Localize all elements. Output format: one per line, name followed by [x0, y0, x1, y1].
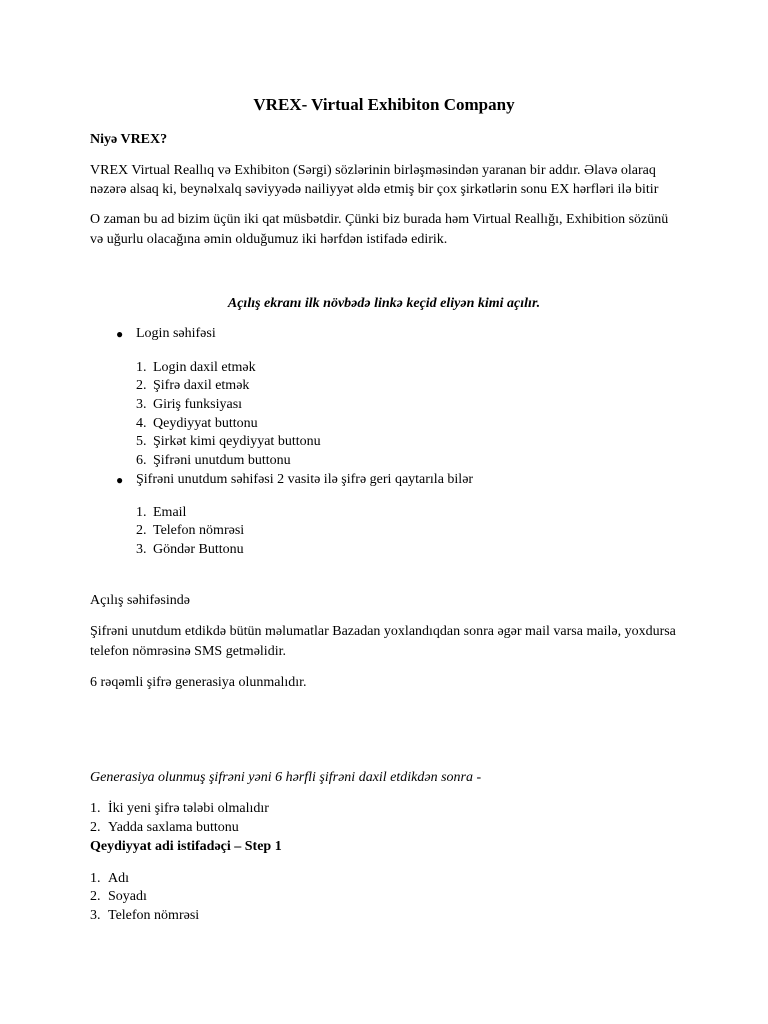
list-number: 1. — [90, 801, 101, 816]
list-item: Şirkət kimi qeydiyyat buttonu — [153, 434, 321, 449]
list-item: Telefon nömrəsi — [153, 523, 245, 538]
list-item: Şifrə daxil etmək — [153, 378, 250, 393]
list-item: Email — [153, 505, 187, 520]
list-item: Giriş funksiyası — [153, 397, 243, 412]
bullet-login-page: Login səhifəsi — [136, 326, 216, 341]
bullet-forgot-password-page: Şifrəni unutdum səhifəsi 2 vasitə ilə şifrə geri qaytarıla bilər — [136, 472, 474, 487]
list-number: 1. — [136, 505, 147, 520]
list-number: 2. — [136, 378, 147, 393]
list-number: 2. — [90, 820, 101, 835]
why-heading: Niyə VREX? — [90, 132, 168, 147]
list-item: Telefon nömrəsi — [108, 908, 200, 923]
list-item: Göndər Buttonu — [153, 542, 244, 557]
bullet-marker: ● — [116, 327, 124, 341]
para1-line2: nəzərə alsaq ki, beynəlxalq səviyyədə nailiyyət əldə etmiş bir çox şirkətlərin sonu EX hərfləri ilə bitir — [90, 182, 659, 197]
list-number: 3. — [136, 397, 147, 412]
list-item: Login daxil etmək — [153, 360, 256, 375]
para2-line2: və uğurlu olacağına əmin olduğumuz iki hərfdən istifadə edirik. — [90, 232, 448, 247]
document-title: VREX- Virtual Exhibiton Company — [253, 95, 515, 114]
para1-line1: VREX Virtual Reallıq və Exhibiton (Sərgi) sözlərinin birləşməsindən yaranan bir addır. Əlavə olaraq — [90, 163, 656, 178]
generated-note: Generasiya olunmuş şifrəni yəni 6 hərfli şifrəni daxil etdikdən sonra - — [90, 770, 482, 785]
para2-line1: O zaman bu ad bizim üçün iki qat müsbətdir. Çünki biz burada həm Virtual Reallığı, Exhibition sözünü — [90, 212, 669, 227]
para4: 6 rəqəmli şifrə generasiya olunmalıdır. — [90, 675, 307, 690]
list-number: 5. — [136, 434, 147, 449]
list-number: 1. — [136, 360, 147, 375]
list-number: 1. — [90, 871, 101, 886]
bullet-marker: ● — [116, 473, 124, 487]
list-number: 6. — [136, 453, 147, 468]
opening-page-label: Açılış səhifəsində — [90, 593, 190, 608]
list-item: Yadda saxlama buttonu — [108, 820, 239, 835]
opening-note: Açılış ekranı ilk növbədə linkə keçid eliyən kimi açılır. — [227, 296, 541, 311]
list-number: 2. — [136, 523, 147, 538]
list-item: Adı — [108, 871, 129, 886]
para3-line2: telefon nömrəsinə SMS getməlidir. — [90, 644, 286, 659]
list-number: 4. — [136, 416, 147, 431]
list-item: İki yeni şifrə tələbi olmalıdır — [108, 801, 269, 816]
list-number: 2. — [90, 889, 101, 904]
list-number: 3. — [90, 908, 101, 923]
list-number: 3. — [136, 542, 147, 557]
list-item: Şifrəni unutdum buttonu — [153, 453, 291, 468]
registration-heading: Qeydiyyat adi istifadəçi – Step 1 — [90, 839, 282, 854]
para3-line1: Şifrəni unutdum etdikdə bütün məlumatlar Bazadan yoxlandıqdan sonra əgər mail varsa mailə, yoxdursa — [90, 624, 676, 639]
list-item: Soyadı — [108, 889, 147, 904]
list-item: Qeydiyyat buttonu — [153, 416, 258, 431]
